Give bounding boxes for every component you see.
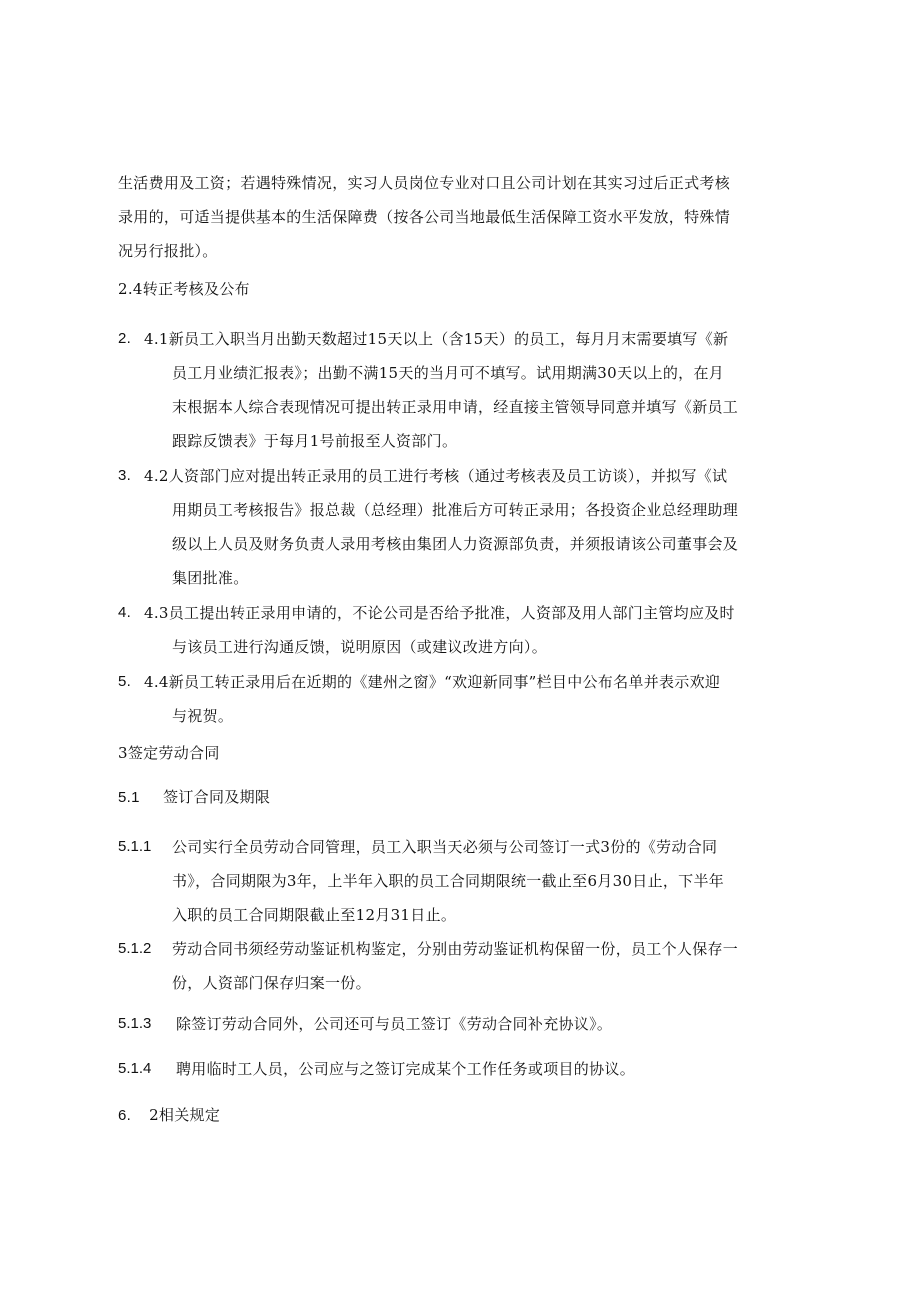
intro-paragraph xyxy=(118,166,808,268)
list-item-line: 与祝贺。 xyxy=(172,707,234,725)
intro-line: 况另行报批）。 xyxy=(118,242,218,260)
section-title: 签订合同及期限 xyxy=(163,788,271,806)
list-item-line: 4.1新员工入职当月出勤天数超过15天以上（含15天）的员工，每月月末需要填写《新 xyxy=(144,330,729,348)
sub-item-line: 除签订劳动合同外，公司还可与员工签订《劳动合同补充协议》。 xyxy=(176,1015,613,1033)
sub-item-line: 公司实行全员劳动合同管理，员工入职当天必须与公司签订一式3份的《劳动合同 xyxy=(172,838,718,856)
section-title: 2相关规定 xyxy=(149,1106,221,1124)
sub-item-number: 5.1.4 xyxy=(118,1060,152,1077)
sub-item-body xyxy=(176,1007,812,1041)
sub-item-line: 劳动合同书须经劳动鉴证机构鉴定，分别由劳动鉴证机构保留一份，员工个人保存一 xyxy=(172,940,739,958)
sub-item-line: 书》，合同期限为3年，上半年入职的员工合同期限统一截止至6月30日止，下半年 xyxy=(172,872,725,890)
sub-item-line: 入职的员工合同期限截止至12月31日止。 xyxy=(172,906,457,924)
list-item-line: 级以上人员及财务负责人录用考核由集团人力资源部负责，并须报请该公司董事会及 xyxy=(172,535,739,553)
list-item-line: 4.4新员工转正录用后在近期的《建州之窗》“欢迎新同事”栏目中公布名单并表示欢迎 xyxy=(144,673,721,691)
list-item-number: 5. xyxy=(118,673,132,690)
list-item-number: 2. xyxy=(118,330,132,347)
list-item xyxy=(118,459,808,595)
list-item-number: 4. xyxy=(118,604,132,621)
section-heading-6 xyxy=(118,1098,220,1133)
sub-item-body xyxy=(172,830,808,932)
sub-item-number: 5.1.3 xyxy=(118,1015,152,1032)
section-number: 5.1 xyxy=(118,789,140,806)
sub-item-number: 5.1.2 xyxy=(118,940,152,957)
section-heading-2-4: 2.4转正考核及公布 xyxy=(118,280,250,298)
list-item-line: 4.3员工提出转正录用申请的，不论公司是否给予批准，人资部及用人部门主管均应及时 xyxy=(144,604,735,622)
sub-item-body xyxy=(172,932,808,1000)
list-item-line: 与该员工进行沟通反馈，说明原因（或建议改进方向）。 xyxy=(172,638,548,656)
sub-item-body xyxy=(176,1052,812,1086)
list-item xyxy=(118,665,808,733)
intro-line: 录用的，可适当提供基本的生活保障费（按各公司当地最低生活保障工资水平发放，特殊情 xyxy=(118,208,731,226)
list-item xyxy=(118,596,808,664)
list-item xyxy=(118,322,808,458)
section-number: 6. xyxy=(118,1107,132,1124)
list-item-number: 3. xyxy=(118,467,132,484)
intro-line: 生活费用及工资；若遇特殊情况，实习人员岗位专业对口且公司计划在其实习过后正式考核 xyxy=(118,174,731,192)
list-item-line: 跟踪反馈表》于每月1号前报至人资部门。 xyxy=(172,432,458,450)
sub-item-line: 份，人资部门保存归案一份。 xyxy=(172,974,371,992)
section-heading-5-1 xyxy=(118,780,270,815)
list-item-line: 集团批准。 xyxy=(172,569,249,587)
sub-item-line: 聘用临时工人员，公司应与之签订完成某个工作任务或项目的协议。 xyxy=(176,1060,636,1078)
list-item-line: 末根据本人综合表现情况可提出转正录用申请，经直接主管领导同意并填写《新员工 xyxy=(172,398,739,416)
sub-item-number: 5.1.1 xyxy=(118,838,152,855)
section-heading-3: 3签定劳动合同 xyxy=(118,744,220,762)
list-item-line: 员工月业绩汇报表》；出勤不满15天的当月可不填写。试用期满30天以上的，在月 xyxy=(172,364,725,382)
list-item-line: 用期员工考核报告》报总裁（总经理）批准后方可转正录用；各投资企业总经理助理 xyxy=(172,501,739,519)
list-item-line: 4.2人资部门应对提出转正录用的员工进行考核（通过考核表及员工访谈），并拟写《试 xyxy=(144,467,728,485)
